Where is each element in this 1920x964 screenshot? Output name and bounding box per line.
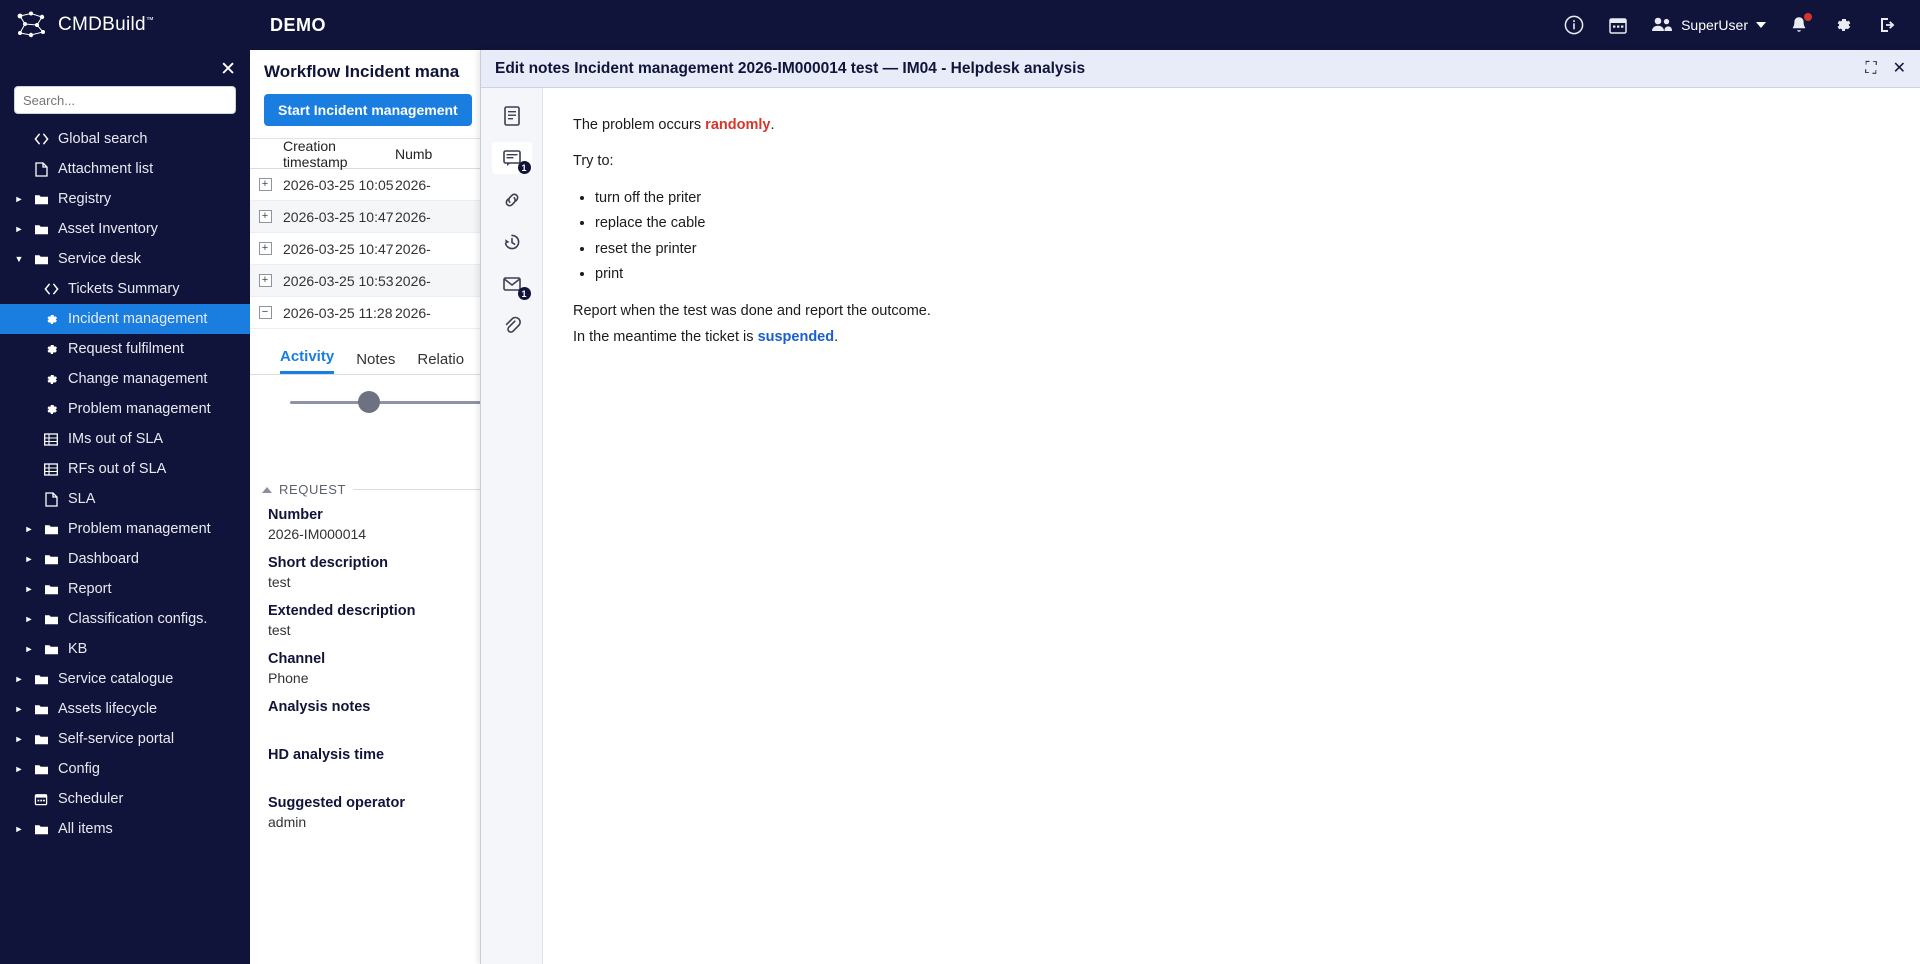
chevron-right-icon[interactable]: ►	[24, 584, 34, 594]
chevron-right-icon[interactable]: ►	[14, 674, 24, 684]
sidebar-item-label: Report	[68, 581, 112, 597]
column-creation-timestamp[interactable]: Creation timestamp	[283, 137, 348, 170]
code-icon	[32, 132, 50, 146]
field-value: admin	[268, 814, 307, 830]
sidebar-item-tickets-summary[interactable]	[0, 274, 250, 304]
close-icon[interactable]: ✕	[1892, 59, 1906, 77]
note-text-4: In the meantime the ticket is	[573, 329, 758, 346]
note-highlight-suspended: suspended	[757, 329, 835, 346]
edit-notes-modal	[480, 50, 1920, 964]
field-label: Suggested operator	[268, 795, 405, 811]
folder-icon	[42, 583, 60, 596]
sidebar-item-label: Dashboard	[68, 551, 139, 567]
expander-box: +	[259, 274, 272, 287]
folder-icon	[32, 733, 50, 746]
row-expander-icon[interactable]	[250, 210, 280, 223]
sidebar-item-scheduler[interactable]	[0, 784, 250, 814]
chevron-right-icon[interactable]: ►	[14, 704, 24, 714]
chevron-right-icon[interactable]: ►	[24, 614, 34, 624]
sidebar-item-incident-management[interactable]	[0, 304, 250, 334]
modal-side-rail	[481, 88, 543, 964]
expander-box: −	[259, 306, 272, 319]
sidebar-item-label: Global search	[58, 131, 148, 147]
cell-number: 2026-	[395, 208, 431, 225]
folder-icon	[32, 193, 50, 206]
folder-icon	[42, 613, 60, 626]
chevron-right-icon[interactable]: ►	[24, 524, 34, 534]
sidebar-item-label: Self-service portal	[58, 731, 175, 747]
sidebar-close-icon[interactable]: ✕	[220, 59, 236, 80]
note-text-1-suffix: .	[770, 117, 775, 133]
expander-box: +	[259, 178, 272, 191]
user-name: SuperUser	[1681, 17, 1748, 33]
sidebar-item-label: SLA	[68, 491, 96, 507]
sidebar-item-change-management[interactable]	[0, 364, 250, 394]
sidebar-item-global-search[interactable]	[0, 124, 250, 154]
sidebar-item-problem-management[interactable]	[0, 394, 250, 424]
expander-box: +	[259, 210, 272, 223]
folder-icon	[32, 673, 50, 686]
cell-creation-timestamp: 2026-03-25 10:05	[283, 176, 394, 193]
cell-creation-timestamp: 2026-03-25 10:47	[283, 208, 394, 225]
list-item: • print	[595, 263, 1890, 285]
sidebar-item-label: Change management	[68, 371, 208, 387]
chevron-up-icon	[262, 487, 272, 493]
sidebar-item-request-fulfilment[interactable]	[0, 334, 250, 364]
cell-creation-timestamp: 2026-03-25 10:47	[283, 240, 394, 257]
folder-icon	[32, 703, 50, 716]
sidebar-item-label: Assets lifecycle	[58, 701, 158, 717]
chevron-right-icon[interactable]: ►	[14, 194, 24, 204]
chevron-down-icon[interactable]: ▼	[14, 254, 24, 264]
row-expander-icon[interactable]	[250, 178, 280, 191]
note-text-1: The problem occurs	[573, 117, 706, 133]
sidebar-item-label: Registry	[58, 191, 112, 207]
document-icon	[32, 162, 50, 177]
note-bullet-list	[573, 187, 1890, 286]
notes-badge: 1	[518, 161, 531, 174]
note-paragraph-1	[573, 114, 1890, 136]
field-label: HD analysis time	[268, 747, 385, 763]
chevron-down-icon	[1756, 22, 1766, 28]
relations-icon[interactable]	[492, 184, 532, 216]
brand-logo-area[interactable]	[0, 10, 250, 40]
cmdbuild-logo-icon	[14, 10, 48, 40]
gear-icon	[42, 342, 60, 357]
sidebar-item-problem-management[interactable]	[0, 514, 250, 544]
sidebar-item-label: Config	[58, 761, 100, 777]
field-label: Analysis notes	[268, 699, 371, 715]
sidebar-item-label: Incident management	[68, 311, 208, 327]
field-label: Short description	[268, 555, 389, 571]
top-bar	[0, 0, 1920, 50]
note-paragraph-4	[573, 326, 1890, 348]
cell-number: 2026-	[395, 240, 431, 257]
info-icon[interactable]	[1563, 14, 1585, 36]
gear-icon[interactable]	[1832, 14, 1854, 36]
sidebar-item-label: Request fulfilment	[68, 341, 185, 357]
sidebar-item-kb[interactable]	[0, 634, 250, 664]
tab-relatio[interactable]: Relatio	[417, 351, 465, 368]
row-expander-icon[interactable]	[250, 306, 280, 319]
calendar-icon[interactable]	[1607, 14, 1629, 36]
modal-body	[481, 88, 1920, 964]
cell-number: 2026-	[395, 272, 431, 289]
sidebar-item-label: Service desk	[58, 251, 142, 267]
folder-icon	[32, 763, 50, 776]
sidebar-item-label: Attachment list	[58, 161, 154, 177]
sidebar-item-assets-lifecycle[interactable]	[0, 694, 250, 724]
notes-editor-content[interactable]	[543, 88, 1920, 964]
sidebar-item-label: Tickets Summary	[68, 281, 180, 297]
modal-title: Edit notes Incident management 2026-IM000014 test — IM04 - Helpdesk analysis	[495, 59, 1086, 77]
note-highlight-randomly: randomly	[705, 117, 771, 133]
column-number[interactable]: Numb	[395, 145, 433, 162]
sidebar-item-label: Classification configs.	[68, 611, 208, 627]
card-icon[interactable]	[492, 100, 532, 132]
email-icon[interactable]	[492, 268, 532, 300]
sidebar-item-all-items[interactable]	[0, 814, 250, 844]
tab-activity[interactable]: Activity	[280, 348, 334, 374]
gear-icon	[42, 402, 60, 417]
sidebar-item-sla[interactable]	[0, 484, 250, 514]
note-paragraph-3: Report when the test was done and report the outcome.	[573, 302, 931, 319]
gear-icon	[42, 372, 60, 387]
document-icon	[42, 492, 60, 507]
sidebar-item-asset-inventory[interactable]	[0, 214, 250, 244]
notes-icon[interactable]	[492, 142, 532, 174]
sidebar-item-ims-out-of-sla[interactable]	[0, 424, 250, 454]
list-item: • reset the printer	[595, 238, 1890, 260]
note-paragraph-2: Try to:	[573, 153, 614, 170]
note-text-4-suffix: .	[834, 329, 839, 346]
chevron-right-icon[interactable]: ►	[14, 824, 24, 834]
sidebar-item-classification-configs[interactable]	[0, 604, 250, 634]
sidebar-item-rfs-out-of-sla[interactable]	[0, 454, 250, 484]
sidebar-item-registry[interactable]	[0, 184, 250, 214]
sidebar-item-label: Problem management	[68, 401, 211, 417]
folder-icon	[42, 553, 60, 566]
sidebar-item-label: Scheduler	[58, 791, 124, 807]
sidebar-item-label: Service catalogue	[58, 671, 174, 687]
field-label: Extended description	[268, 603, 416, 619]
history-icon[interactable]	[492, 226, 532, 258]
folder-open-icon	[32, 253, 50, 266]
environment-label: DEMO	[270, 14, 326, 35]
notification-dot	[1803, 12, 1813, 22]
cell-number: 2026-	[395, 176, 431, 193]
modal-header-actions	[1865, 61, 1906, 77]
table-icon	[42, 463, 60, 476]
maximize-icon[interactable]: ⛶	[1865, 59, 1877, 77]
cell-creation-timestamp: 2026-03-25 10:53	[283, 272, 394, 289]
top-bar-actions	[1563, 14, 1920, 36]
chevron-right-icon[interactable]: ►	[24, 644, 34, 654]
field-label: Channel	[268, 651, 326, 667]
left-sidebar	[0, 50, 250, 964]
sidebar-search-area	[0, 50, 250, 124]
logout-icon[interactable]	[1876, 14, 1898, 36]
sidebar-item-label: Asset Inventory	[58, 221, 158, 237]
brand-name: CMDBuild™	[58, 14, 155, 35]
sidebar-item-report[interactable]	[0, 574, 250, 604]
list-item: • replace the cable	[595, 212, 1890, 234]
user-menu[interactable]	[1651, 16, 1766, 35]
folder-icon	[32, 223, 50, 236]
request-section-title: REQUEST	[279, 482, 347, 497]
cell-creation-timestamp: 2026-03-25 11:28	[283, 304, 393, 321]
code-icon	[42, 282, 60, 296]
sidebar-item-label: Problem management	[68, 521, 211, 537]
gear-icon	[42, 312, 60, 327]
sidebar-item-label: IMs out of SLA	[68, 431, 164, 447]
table-icon	[42, 433, 60, 446]
calendar-icon	[32, 792, 50, 806]
page-title: Workflow Incident mana	[264, 62, 460, 81]
sidebar-item-service-desk[interactable]	[0, 244, 250, 274]
bell-icon[interactable]	[1788, 14, 1810, 36]
sidebar-item-self-service-portal[interactable]	[0, 724, 250, 754]
sidebar-item-service-catalogue[interactable]	[0, 664, 250, 694]
field-value: 2026-IM000014	[268, 526, 367, 542]
attachment-icon[interactable]	[492, 310, 532, 342]
email-badge: 1	[518, 287, 531, 300]
cell-number: 2026-	[395, 304, 431, 321]
folder-icon	[32, 823, 50, 836]
sidebar-nav	[0, 124, 250, 844]
search-input[interactable]	[14, 86, 236, 114]
chevron-right-icon[interactable]: ►	[24, 554, 34, 564]
chevron-right-icon[interactable]: ►	[14, 224, 24, 234]
chevron-right-icon[interactable]: ►	[14, 734, 24, 744]
list-item: • turn off the priter	[595, 187, 1890, 209]
users-icon	[1651, 16, 1673, 35]
sidebar-item-label: KB	[68, 641, 88, 657]
modal-header	[481, 50, 1920, 88]
field-value: Phone	[268, 670, 309, 686]
sidebar-item-dashboard[interactable]	[0, 544, 250, 574]
folder-icon	[42, 643, 60, 656]
sidebar-item-config[interactable]	[0, 754, 250, 784]
sidebar-item-attachment-list[interactable]	[0, 154, 250, 184]
folder-icon	[42, 523, 60, 536]
field-value: test	[268, 574, 291, 590]
row-expander-icon[interactable]	[250, 242, 280, 255]
start-incident-management-button[interactable]: Start Incident management	[264, 94, 472, 126]
slider-knob[interactable]	[358, 391, 380, 413]
tab-notes[interactable]: Notes	[356, 351, 396, 368]
expander-box: +	[259, 242, 272, 255]
row-expander-icon[interactable]	[250, 274, 280, 287]
chevron-right-icon[interactable]: ►	[14, 764, 24, 774]
field-value: test	[268, 622, 291, 638]
sidebar-item-label: RFs out of SLA	[68, 461, 167, 477]
sidebar-item-label: All items	[58, 821, 113, 837]
field-label: Number	[268, 507, 323, 523]
